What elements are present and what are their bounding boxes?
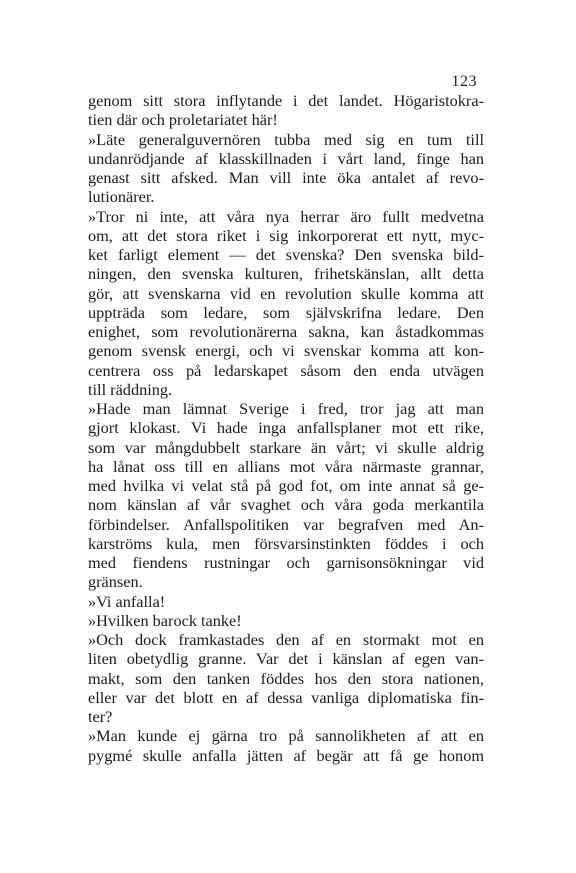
text-line: gjort klokast. Vi hade inga anfallsplaner mot ett rike, <box>88 418 484 438</box>
text-line: ha lånat oss till en allians mot våra närmaste grannar, <box>88 456 484 476</box>
text-line: med fiendens rustningar och garnisonsökningar vid <box>88 553 484 572</box>
text-line: »Tror ni inte, att våra nya herrar äro fullt medvetna <box>88 206 484 226</box>
text-line: »Man kunde ej gärna tro på sannolikheten af att en <box>88 726 484 746</box>
text-line: gör, att svenskarna vid en revolution skulle komma att <box>88 283 484 303</box>
text-line: eller var det blott en af dessa vanliga diplomatiska fin- <box>88 687 484 707</box>
text-line: centrera oss på ledarskapet såsom den enda utvägen <box>88 360 484 380</box>
text-line: liten obetydlig granne. Var det i känslan af egen van- <box>88 649 484 669</box>
text-line: gränsen. <box>88 572 143 592</box>
text-line: pygmé skulle anfalla jätten af begär att få ge honom <box>88 745 484 765</box>
text-line: nom känslan af vår svaghet och våra goda merkantila <box>88 495 484 515</box>
text-line: genom sitt stora inflytande i det landet. Högaristokra- <box>88 91 484 110</box>
text-line: med hvilka vi velat stå på god fot, om inte annat så ge- <box>88 476 484 495</box>
text-line: undanrödjande af klasskillnaden i vårt land, finge han <box>88 148 484 168</box>
text-line: »Läte generalguvernören tubba med sig en tum till <box>88 129 484 149</box>
text-line: »Hvilken barock tanke! <box>88 610 242 630</box>
text-line: ningen, den svenska kulturen, frihetskänslan, allt detta <box>88 264 484 284</box>
text-line: lutionärer. <box>88 187 155 207</box>
text-line: om, att det stora riket i sig inkorporerat ett nytt, myc- <box>88 225 484 245</box>
text-line: uppträda som ledare, som självskrifna ledare. Den <box>88 302 484 322</box>
text-line: ter? <box>88 707 113 726</box>
text-line: genom svensk energi, och vi svenskar komma att kon- <box>88 341 484 361</box>
text-line: som var mångdubbelt starkare än vårt; vi skulle aldrig <box>88 437 484 457</box>
text-line: genast sitt afsked. Man vill inte öka antalet af revo- <box>88 168 484 187</box>
text-line: tien där och proletariatet här! <box>88 110 278 130</box>
text-line: makt, som den tanken föddes hos den stora nationen, <box>88 668 484 688</box>
text-line: ket farligt element — det svenska? Den svenska bild- <box>88 245 484 264</box>
text-line: »Vi anfalla! <box>88 591 166 611</box>
body-text <box>88 91 484 765</box>
text-line: karströms kula, men försvarsinstinkten föddes i och <box>88 533 484 553</box>
text-line: till räddning. <box>88 379 173 399</box>
page-number: 123 <box>451 73 477 90</box>
text-line: »Hade man lämnat Sverige i fred, tror jag att man <box>88 399 484 418</box>
text-line: förbindelser. Anfallspolitiken var begrafven med An- <box>88 514 484 534</box>
text-line: »Och dock framkastades den af en stormakt mot en <box>88 630 484 649</box>
text-line: enighet, som revolutionärerna sakna, kan åstadkommas <box>88 322 484 341</box>
